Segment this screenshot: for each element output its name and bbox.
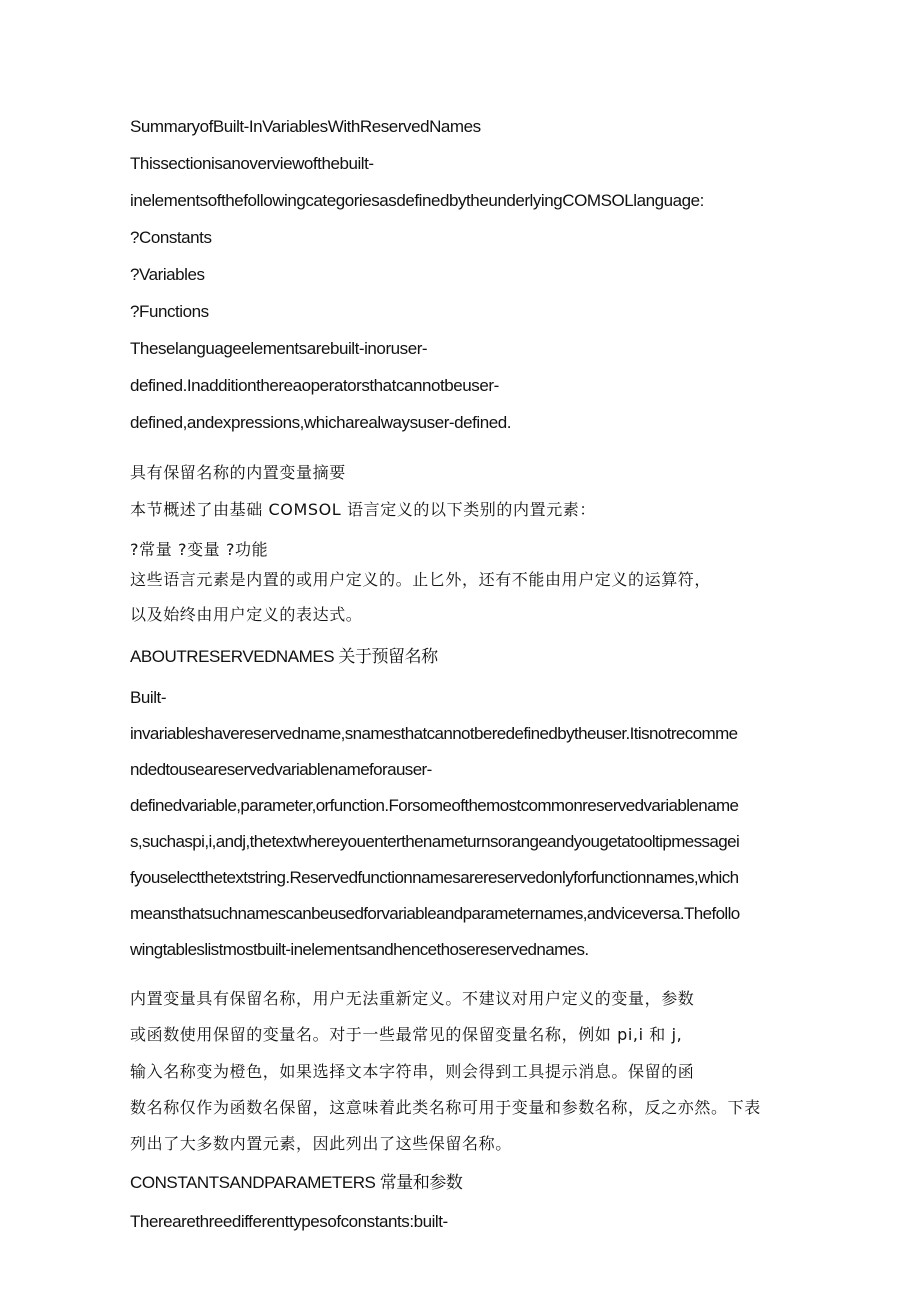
list-item-constants: ?Constants [130,228,212,247]
list-item-functions: ?Functions [130,302,209,321]
body-line: ndedtouseareservedvariablenameforauser- [130,760,432,779]
body-line: defined.Inadditionthereaoperatorsthatcannotbeuser- [130,376,499,395]
list-item-variables: ?Variables [130,265,205,284]
body-line: inelementsofthefollowingcategoriesasdefinedbytheunderlyingCOMSOLlanguage: [130,191,704,210]
body-line-zh: 数名称仅作为函数名保留，这意味着此类名称可用于变量和参数名称，反之亦然。下表 [130,1098,761,1117]
body-line-zh: 或函数使用保留的变量名。对于一些最常见的保留变量名称，例如 pi,i 和 j, [130,1025,683,1044]
body-line-zh: 这些语言元素是内置的或用户定义的。止匕外，还有不能由用户定义的运算符， [130,570,712,589]
body-line-zh: 内置变量具有保留名称，用户无法重新定义。不建议对用户定义的变量，参数 [130,989,695,1008]
body-line: meansthatsuchnamescanbeusedforvariableandparameternames,andviceversa.Thefollo [130,904,740,923]
body-line: defined,andexpressions,whicharealwaysuser-defined. [130,413,512,432]
body-line: invariableshavereservedname,snamesthatcannotberedefinedbytheuser.Itisnotrecomme [130,724,738,743]
section-title-summary-zh: 具有保留名称的内置变量摘要 [130,463,346,482]
body-line: Theselanguageelementsarebuilt-inoruser- [130,339,428,358]
section-title-constants: CONSTANTSANDPARAMETERS 常量和参数 [130,1173,463,1192]
body-line: Thissectionisanoverviewofthebuilt- [130,154,374,173]
body-line-zh: 本节概述了由基础 COMSOL 语言定义的以下类别的内置元素： [130,500,597,519]
body-line: Built- [130,688,167,707]
section-title-summary: SummaryofBuilt-InVariablesWithReservedNames [130,117,481,136]
body-line-zh: 以及始终由用户定义的表达式。 [130,605,363,624]
body-line: fyouselectthetextstring.Reservedfunctionnamesarereservedonlyforfunctionnames,which [130,868,739,887]
body-line: wingtableslistmostbuilt-inelementsandhencethosereservednames. [130,940,589,959]
list-items-zh: ?常量 ?变量 ?功能 [130,540,269,559]
body-line: s,suchaspi,i,andj,thetextwhereyouenterthenameturnsorangeandyougetatooltipmessagei [130,832,740,851]
section-title-reserved-names: ABOUTRESERVEDNAMES 关于预留名称 [130,647,438,666]
body-line-zh: 输入名称变为橙色，如果选择文本字符串，则会得到工具提示消息。保留的函 [130,1062,695,1081]
body-line-zh: 列出了大多数内置元素，因此列出了这些保留名称。 [130,1134,512,1153]
body-line: definedvariable,parameter,orfunction.Forsomeofthemostcommonreservedvariablename [130,796,739,815]
body-line: Therearethreedifferenttypesofconstants:built- [130,1212,448,1231]
